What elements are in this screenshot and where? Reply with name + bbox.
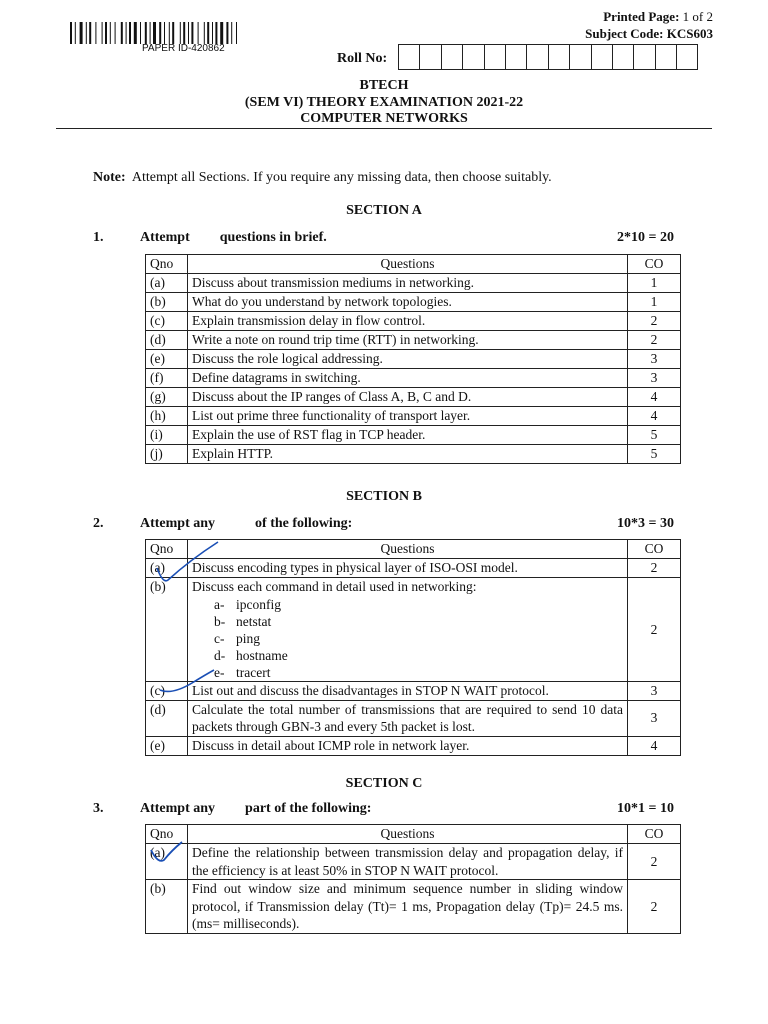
printed-page [603,9,713,25]
roll-no-digit-box[interactable] [591,44,613,70]
question-text [188,445,628,464]
question-text [188,331,628,350]
question-text [188,312,628,331]
command-letter: c- [214,630,225,646]
question-number: (i) [146,426,188,445]
question-number: (d) [146,331,188,350]
table-row [146,844,681,880]
command-letter: a- [214,596,225,612]
course-outcome: 4 [628,388,681,407]
question-text [188,274,628,293]
table-row [146,445,681,464]
barcode-bar [80,22,83,44]
question-text-main: Define the relationship between transmission delay and propagation delay, if the efficiency is at least 50% in STOP N WAIT protocol. [192,845,623,878]
command-letter: b- [214,613,226,629]
printed-page-label: Printed Page: [603,9,680,24]
question-number: (c) [146,312,188,331]
barcode-bar [145,22,147,44]
command-list-item [214,596,623,613]
question-text [188,426,628,445]
program-title: BTECH [359,78,409,93]
barcode-bar [236,22,237,44]
note-text: Attempt all Sections. If you require any missing data, then choose suitably. [131,170,552,185]
table-header-row [146,255,681,274]
question-number: (c) [146,681,188,700]
header-co: CO [628,825,681,844]
table-row [146,700,681,736]
note [93,170,552,186]
course-outcome: 3 [628,681,681,700]
barcode-bar [134,22,137,44]
question-number: (b) [146,880,188,934]
section-a-table [145,254,681,464]
question-number: (f) [146,369,188,388]
question-text [188,369,628,388]
question-number: (d) [146,700,188,736]
question-number: (b) [146,293,188,312]
roll-no-label: Roll No: [337,51,388,66]
question-text-main: Discuss the role logical addressing. [192,351,383,366]
command-letter: e- [214,664,225,680]
barcode-bar [191,22,193,44]
question-text-main: Explain the use of RST flag in TCP header. [192,427,426,442]
course-outcome: 3 [628,350,681,369]
section-c-instruction-end: part of the following: [245,801,372,816]
barcode-bar [198,22,199,44]
question-number: (b) [146,578,188,682]
barcode-bar [75,22,76,44]
header-questions: Questions [188,825,628,844]
question-text-main: Discuss encoding types in physical layer of ISO-OSI model. [192,560,518,575]
table-row [146,293,681,312]
table-row [146,350,681,369]
barcode-bar [95,22,96,44]
table-header-row [146,825,681,844]
barcode-bar [183,22,185,44]
question-text-main: Write a note on round trip time (RTT) in networking. [192,332,479,347]
table-row [146,559,681,578]
table-row [146,388,681,407]
course-outcome: 2 [628,844,681,880]
roll-no-digit-box[interactable] [419,44,441,70]
course-outcome: 1 [628,293,681,312]
course-outcome: 5 [628,426,681,445]
barcode-bar [169,22,170,44]
barcode-bar [231,22,232,44]
question-number: (a) [146,559,188,578]
barcode-bar [204,22,205,44]
command-list-item [214,613,623,630]
question-text [188,293,628,312]
roll-no-digit-box[interactable] [612,44,634,70]
roll-no-digit-box[interactable] [441,44,463,70]
roll-no-digit-box[interactable] [548,44,570,70]
table-row [146,331,681,350]
roll-no-digit-box[interactable] [655,44,677,70]
barcode-bar [153,22,156,44]
table-row [146,426,681,445]
roll-no-digit-box[interactable] [633,44,655,70]
question-text [188,407,628,426]
question-text [188,700,628,736]
question-text [188,880,628,934]
course-outcome: 4 [628,736,681,755]
course-outcome: 2 [628,559,681,578]
barcode-bar [207,22,209,44]
table-header-row [146,540,681,559]
roll-no-digit-box[interactable] [526,44,548,70]
table-row [146,407,681,426]
section-b-title: SECTION B [346,489,422,504]
table-row [146,880,681,934]
question-text [188,559,628,578]
barcode-bar [172,22,174,44]
section-b-marks: 10*3 = 30 [617,516,674,531]
question-text-main: Calculate the total number of transmissions that are required to send 10 data packets through GBN-3 and every 5th packet is lost. [192,701,623,734]
barcode-bar [115,22,116,44]
barcode-bar [121,22,123,44]
command-list [192,596,623,681]
roll-no-digit-box[interactable] [505,44,527,70]
command-name: ping [236,630,261,646]
barcode-bar [105,22,107,44]
section-c-number: 3. [93,801,104,816]
question-text-main: Find out window size and minimum sequence number in sliding window protocol, if Transmission delay (Tt)= 1 ms, Propagation delay (Tp)= 24.5 ms. (ms= milliseconds). [192,881,623,931]
question-text [188,736,628,755]
question-text [188,844,628,880]
subject-code: Subject Code: KCS603 [585,26,713,41]
barcode-bar [126,22,127,44]
question-text-main: Explain HTTP. [192,446,273,461]
section-c-instruction-start: Attempt any [140,801,216,816]
course-outcome: 3 [628,369,681,388]
command-list-item [214,664,623,681]
barcode-bar [89,22,91,44]
section-c-marks: 10*1 = 10 [617,801,674,816]
barcode-bar [164,22,165,44]
table-row [146,578,681,682]
barcode-bar [159,22,161,44]
section-b-number: 2. [93,516,104,531]
barcode-bar [110,22,111,44]
barcode-bar [102,22,103,44]
question-text [188,681,628,700]
barcode-image [70,22,300,44]
paper-id: PAPER ID-420862 [142,43,225,54]
command-list-item [214,630,623,647]
course-outcome: 2 [628,312,681,331]
barcode-bar [180,22,181,44]
section-b-table [145,539,681,756]
question-text-main: Discuss about transmission mediums in networking. [192,275,474,290]
command-list-item [214,647,623,664]
barcode-bar [226,22,228,44]
question-text-main: What do you understand by network topologies. [192,294,452,309]
table-row [146,681,681,700]
header-qno: Qno [146,825,188,844]
question-text-main: Discuss about the IP ranges of Class A, B, C and D. [192,389,472,404]
question-number: (g) [146,388,188,407]
table-row [146,369,681,388]
course-outcome: 2 [628,578,681,682]
command-name: hostname [236,647,288,663]
command-letter: d- [214,647,226,663]
roll-no-digit-box[interactable] [569,44,591,70]
note-label: Note: [93,170,126,185]
section-a-instruction [140,230,327,246]
question-number: (a) [146,844,188,880]
section-b-instruction [140,516,352,532]
question-text-main: Discuss each command in detail used in networking: [192,579,477,594]
question-number: (e) [146,736,188,755]
command-name: tracert [236,664,271,680]
header-questions: Questions [188,255,628,274]
question-number: (e) [146,350,188,369]
section-c-table [145,824,681,934]
barcode-bar [212,22,213,44]
course-outcome: 1 [628,274,681,293]
header-co: CO [628,255,681,274]
question-number: (j) [146,445,188,464]
question-text [188,578,628,682]
subject-title: COMPUTER NETWORKS [300,111,468,126]
roll-no-digit-box[interactable] [462,44,484,70]
question-text-main: List out prime three functionality of transport layer. [192,408,471,423]
header-divider [56,128,712,129]
question-number: (a) [146,274,188,293]
course-outcome: 3 [628,700,681,736]
header-questions: Questions [188,540,628,559]
course-outcome: 5 [628,445,681,464]
barcode-bar [215,22,217,44]
roll-no-boxes[interactable] [398,44,697,70]
header-qno: Qno [146,255,188,274]
roll-no-digit-box[interactable] [398,44,420,70]
course-outcome: 4 [628,407,681,426]
question-text-main: Explain transmission delay in flow control. [192,313,426,328]
section-a-instruction-start: Attempt [140,230,190,245]
section-a-instruction-end: questions in brief. [219,230,327,245]
section-b-instruction-start: Attempt any [140,516,216,531]
section-c-instruction [140,801,371,817]
command-name: netstat [236,613,272,629]
printed-page-value: 1 of 2 [682,9,713,24]
exam-title: (SEM VI) THEORY EXAMINATION 2021-22 [244,95,524,110]
section-a-marks: 2*10 = 20 [617,230,674,245]
question-text [188,350,628,369]
question-text-main: Define datagrams in switching. [192,370,361,385]
barcode-bar [70,22,72,44]
section-c-title: SECTION C [345,776,423,791]
question-text-main: List out and discuss the disadvantages in STOP N WAIT protocol. [192,682,549,698]
section-a-title: SECTION A [346,203,422,218]
barcode-bar [140,22,141,44]
section-a-number: 1. [93,230,104,245]
barcode-bar [150,22,151,44]
section-b-instruction-end: of the following: [255,516,353,531]
course-outcome: 2 [628,880,681,934]
question-number: (h) [146,407,188,426]
course-outcome: 2 [628,331,681,350]
question-text [188,388,628,407]
roll-no-digit-box[interactable] [676,44,698,70]
barcode-bar [188,22,189,44]
barcode-bar [129,22,131,44]
barcode-bar [220,22,223,44]
barcode-bar [86,22,87,44]
table-row [146,312,681,331]
table-row [146,736,681,755]
question-text-main: Discuss in detail about ICMP role in network layer. [192,737,470,753]
header-co: CO [628,540,681,559]
command-name: ipconfig [236,596,281,612]
header-qno: Qno [146,540,188,559]
table-row [146,274,681,293]
roll-no-digit-box[interactable] [484,44,506,70]
